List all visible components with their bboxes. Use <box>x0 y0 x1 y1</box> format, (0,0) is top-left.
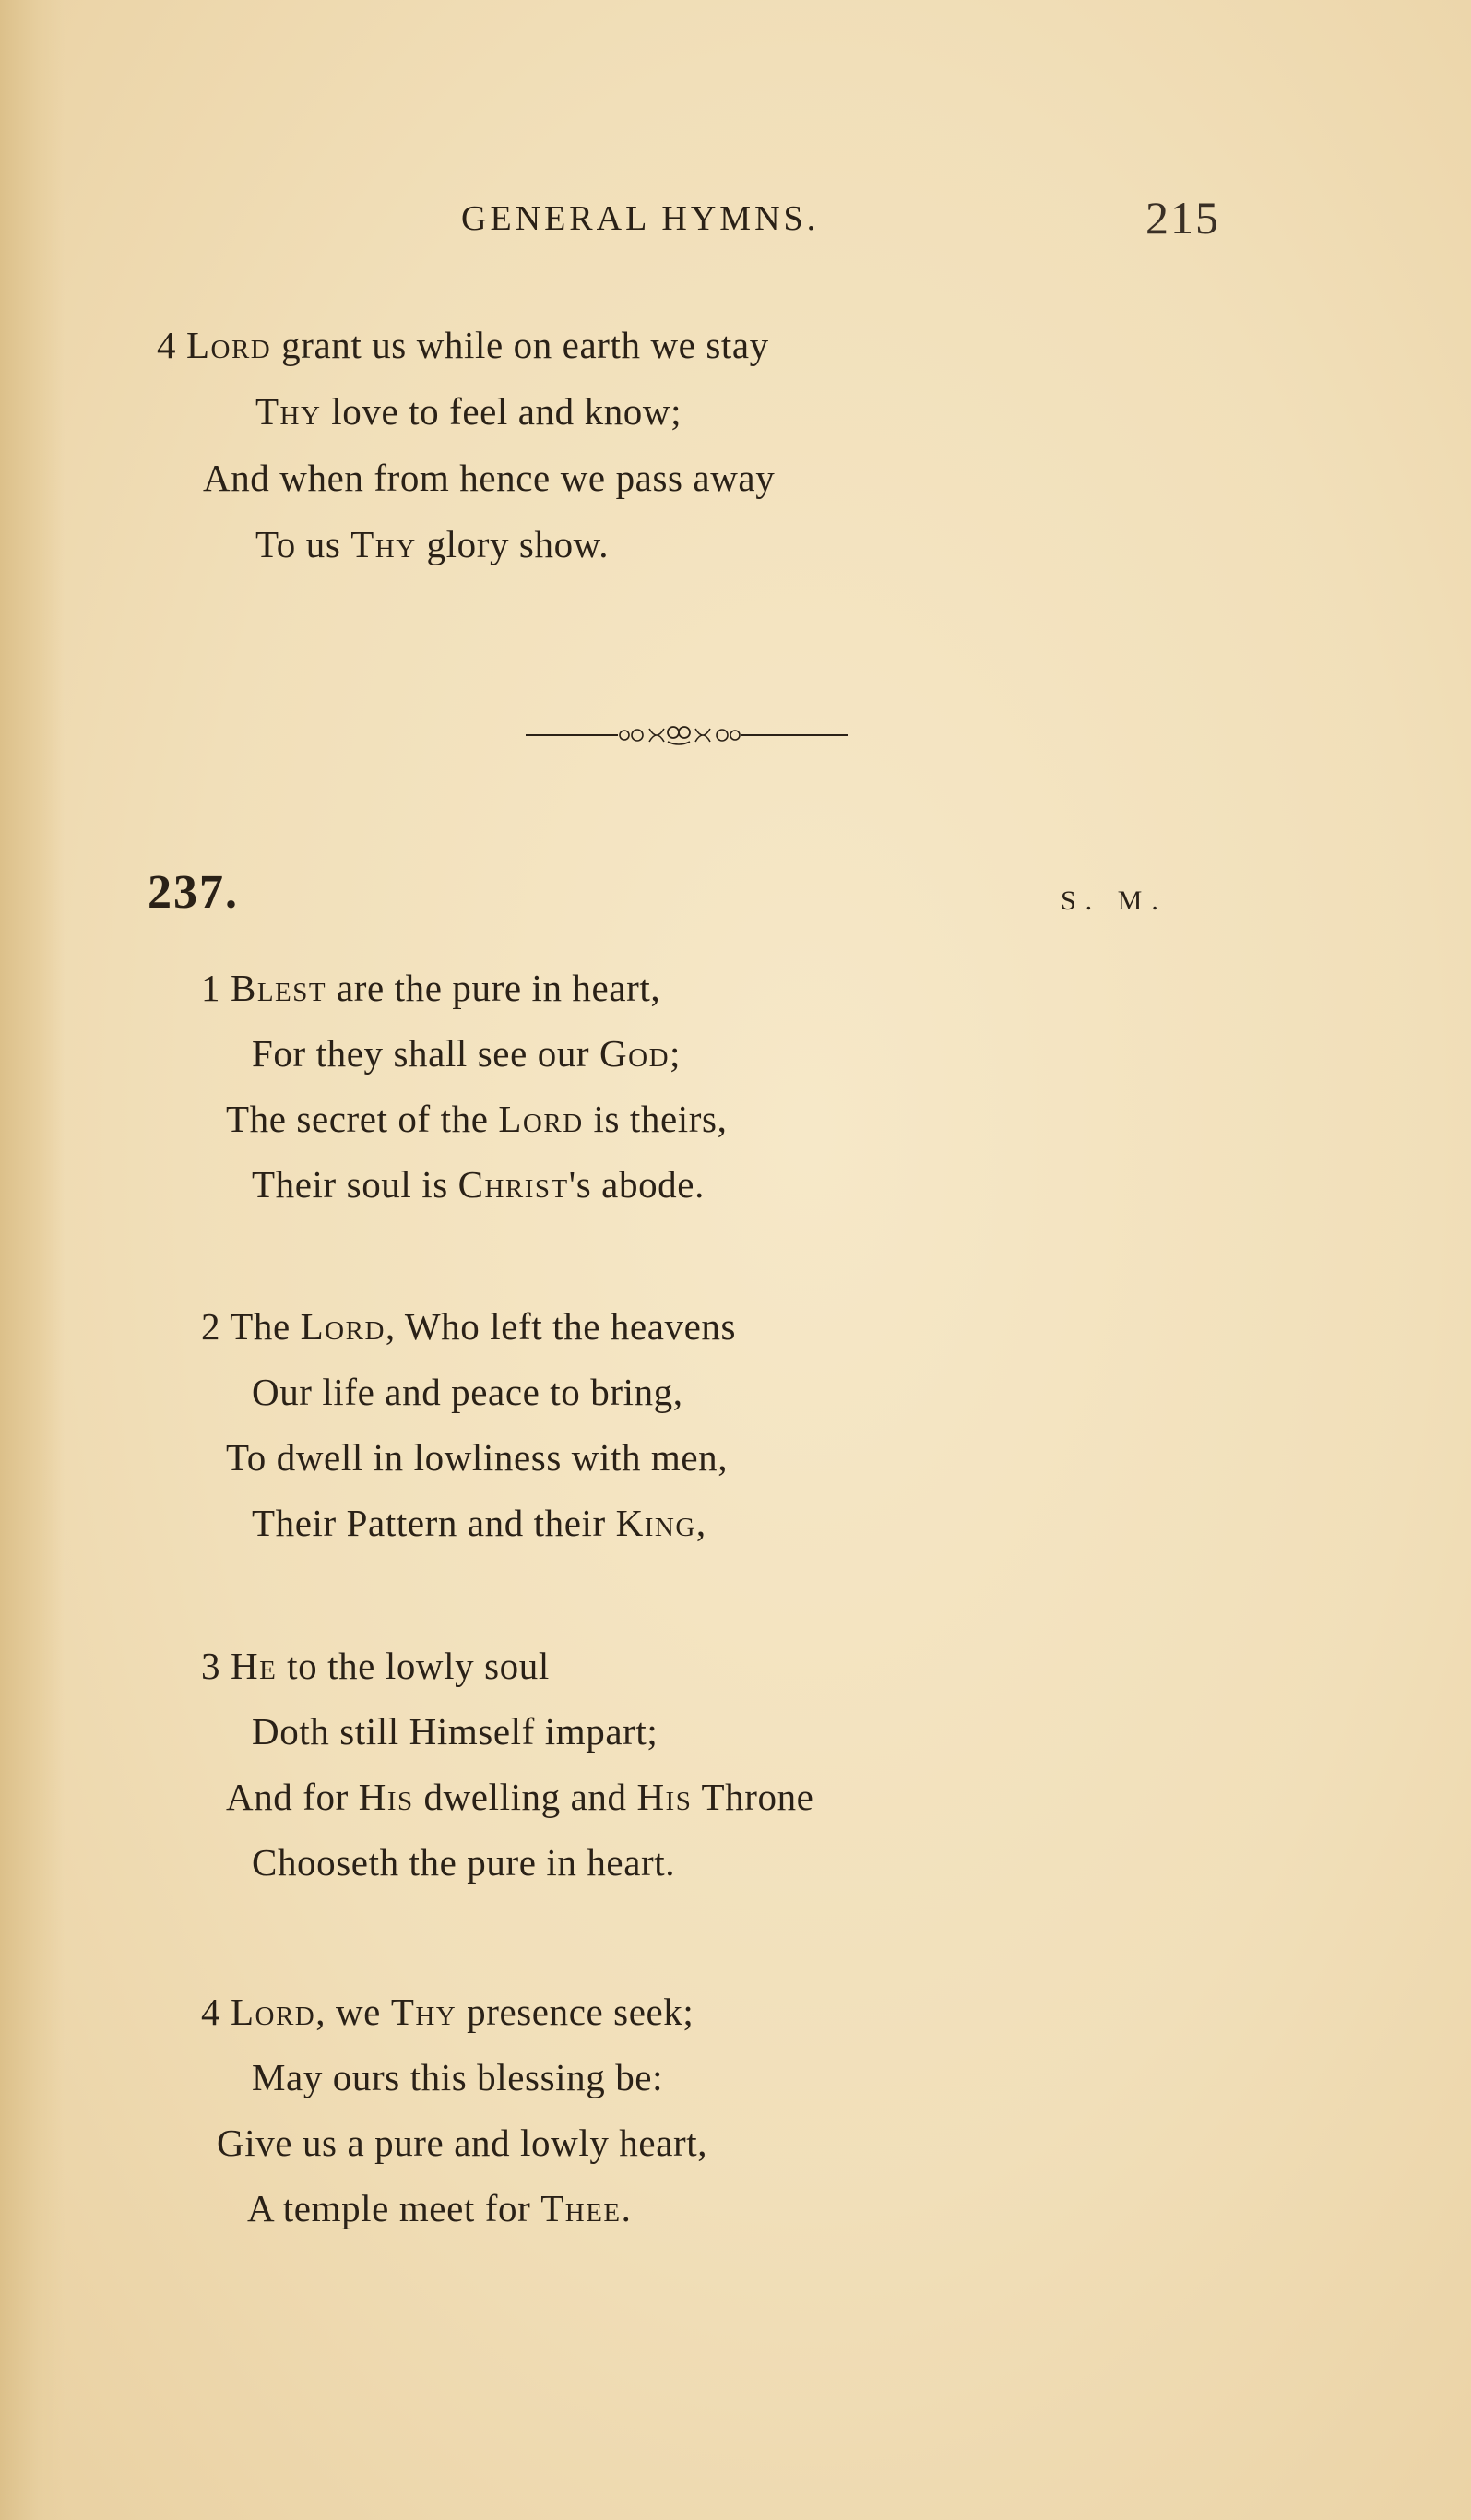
stanza-line: And for His dwelling and His Throne <box>226 1776 814 1818</box>
running-head: GENERAL HYMNS. <box>461 199 820 238</box>
page-header <box>0 192 1471 254</box>
stanza-line: Thy love to feel and know; <box>255 390 682 433</box>
stanza-line: And when from hence we pass away <box>203 457 776 499</box>
stanza-line: 2 The Lord, Who left the heavens <box>201 1305 737 1348</box>
stanza-line: For they shall see our God; <box>252 1032 682 1075</box>
stanza-line: 3 He to the lowly soul <box>201 1645 550 1687</box>
stanza-number: 1 <box>201 967 221 1009</box>
stanza-line: Their soul is Christ's abode. <box>252 1163 705 1206</box>
page-number: 215 <box>1145 192 1220 244</box>
stanza-number: 4 <box>157 324 177 366</box>
stanza-line: Chooseth the pure in heart. <box>252 1841 676 1884</box>
stanza-line: May ours this blessing be: <box>252 2056 664 2098</box>
stanza-line: 4 Lord, we Thy presence seek; <box>201 1991 694 2033</box>
stanza-line: To us Thy glory show. <box>255 523 610 565</box>
stanza-line: Doth still Himself impart; <box>252 1710 658 1753</box>
stanza-line: Give us a pure and lowly heart, <box>217 2122 708 2164</box>
stanza-line: 1 Blest are the pure in heart, <box>201 967 661 1009</box>
stanza-line: A temple meet for Thee. <box>247 2187 632 2229</box>
hymn-meter: S. M. <box>1061 886 1168 916</box>
stanza-line: Their Pattern and their King, <box>252 1502 706 1544</box>
stanza-number: 2 <box>201 1305 221 1348</box>
stanza-line: 4 Lord grant us while on earth we stay <box>157 324 769 366</box>
page-edge-shadow <box>0 0 65 2520</box>
stanza-number: 4 <box>201 1991 221 2033</box>
hymn-number: 237. <box>148 866 239 919</box>
stanza-line: To dwell in lowliness with men, <box>226 1436 729 1479</box>
section-divider-ornament <box>526 721 848 749</box>
stanza-line: Our life and peace to bring, <box>252 1371 683 1413</box>
stanza-number: 3 <box>201 1645 221 1687</box>
stanza-line: The secret of the Lord is theirs, <box>226 1098 728 1140</box>
